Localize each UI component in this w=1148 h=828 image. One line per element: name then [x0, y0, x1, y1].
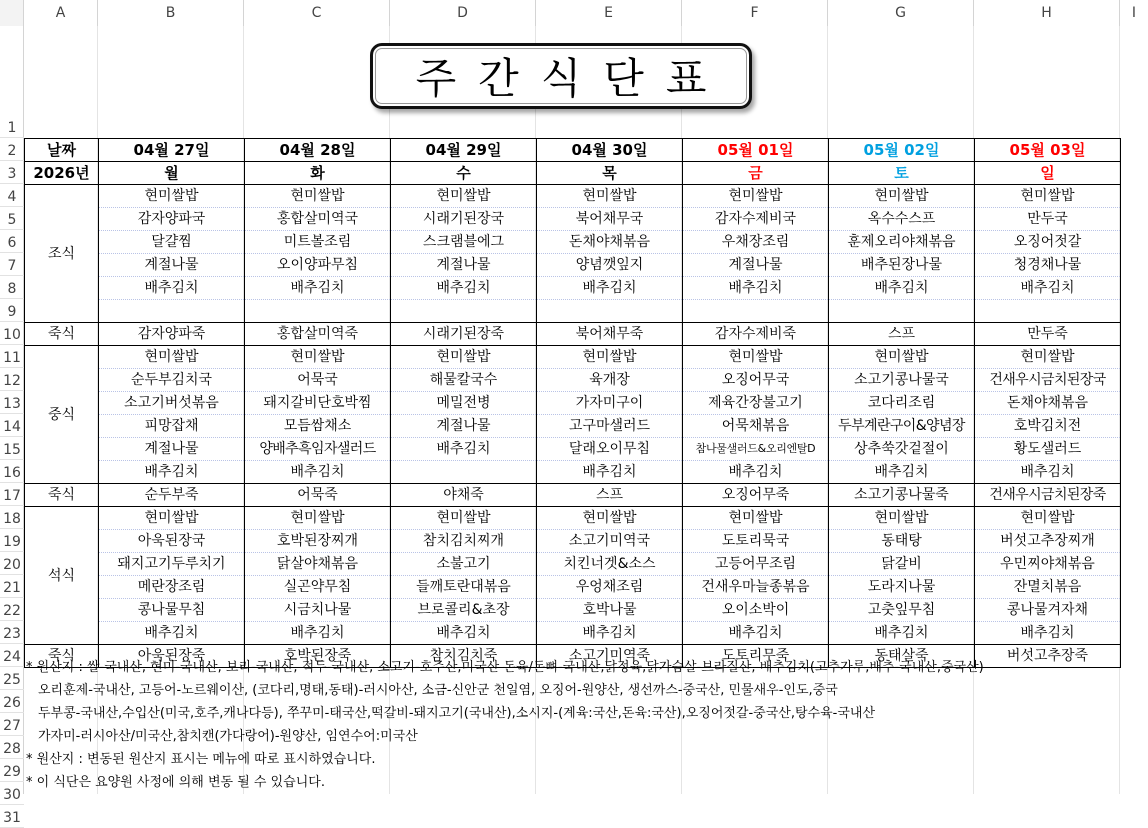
column-header-bar: [0, 0, 1148, 26]
row-header-25[interactable]: 25: [0, 667, 24, 690]
menu-cell[interactable]: 현미쌀밥: [245, 185, 391, 208]
column-header-a[interactable]: A: [24, 0, 98, 26]
menu-row: [25, 576, 1121, 599]
column-header-f[interactable]: F: [682, 0, 828, 26]
menu-cell[interactable]: [391, 300, 537, 323]
menu-cell[interactable]: 현미쌀밥: [245, 507, 391, 530]
origin-note-line-3: 두부콩-국내산,수입산(미국,호주,캐나다등), 쭈꾸미-태국산,떡갈비-돼지고기(국내산),소시지-(계육:국산,돈육:국산),오징어젓갈-중국산,탕수육-국내산: [38, 706, 876, 721]
menu-cell[interactable]: 우엉채조림: [537, 576, 683, 599]
row-header-5[interactable]: 5: [0, 207, 24, 230]
menu-cell[interactable]: 소고기미역국: [537, 530, 683, 553]
porridge-cell[interactable]: 동태살죽: [829, 645, 975, 668]
meal-label[interactable]: 중식: [25, 346, 99, 484]
menu-cell[interactable]: 배추김치: [537, 622, 683, 645]
row-header-bar: [0, 26, 24, 826]
weekday-cell[interactable]: 토: [829, 162, 975, 185]
menu-cell[interactable]: 고춧잎무침: [829, 599, 975, 622]
porridge-row: [25, 323, 1121, 346]
menu-cell[interactable]: 어묵채볶음: [683, 415, 829, 438]
porridge-cell[interactable]: 스프: [537, 484, 683, 507]
menu-cell[interactable]: [829, 300, 975, 323]
menu-cell[interactable]: 계절나물: [99, 254, 245, 277]
porridge-cell[interactable]: 감자양파죽: [99, 323, 245, 346]
menu-cell[interactable]: 현미쌀밥: [391, 346, 537, 369]
menu-cell[interactable]: 콩나물무침: [99, 599, 245, 622]
menu-cell[interactable]: 배추김치: [829, 277, 975, 300]
menu-cell[interactable]: 시래기된장국: [391, 208, 537, 231]
menu-cell[interactable]: 현미쌀밥: [975, 507, 1121, 530]
year-label[interactable]: 2026년: [25, 162, 99, 185]
porridge-cell[interactable]: 홍합살미역죽: [245, 323, 391, 346]
menu-cell[interactable]: 훈제오리야채볶음: [829, 231, 975, 254]
menu-row: [25, 369, 1121, 392]
row-header-21[interactable]: 21: [0, 575, 24, 598]
menu-row: [25, 553, 1121, 576]
menu-cell[interactable]: 들깨토란대볶음: [391, 576, 537, 599]
menu-row: [25, 208, 1121, 231]
menu-cell[interactable]: 만두국: [975, 208, 1121, 231]
date-cell[interactable]: 05월 03일: [975, 139, 1121, 162]
menu-cell[interactable]: [683, 300, 829, 323]
menu-cell[interactable]: [537, 300, 683, 323]
menu-cell[interactable]: 배추김치: [537, 461, 683, 484]
row-header-13[interactable]: 13: [0, 391, 24, 414]
menu-cell[interactable]: [99, 300, 245, 323]
menu-cell[interactable]: 오이소박이: [683, 599, 829, 622]
menu-cell[interactable]: 돈채야채볶음: [975, 392, 1121, 415]
menu-row: [25, 300, 1121, 323]
menu-cell[interactable]: 소고기버섯볶음: [99, 392, 245, 415]
menu-cell[interactable]: 현미쌀밥: [829, 507, 975, 530]
porridge-cell[interactable]: 소고기미역죽: [537, 645, 683, 668]
weekday-cell[interactable]: 수: [391, 162, 537, 185]
menu-cell[interactable]: 현미쌀밥: [829, 346, 975, 369]
column-header-d[interactable]: D: [390, 0, 536, 26]
menu-cell[interactable]: 배추김치: [99, 461, 245, 484]
menu-cell[interactable]: 소불고기: [391, 553, 537, 576]
row-header-28[interactable]: 28: [0, 736, 24, 759]
menu-cell[interactable]: 배추김치: [245, 461, 391, 484]
menu-cell[interactable]: 건새우마늘종볶음: [683, 576, 829, 599]
menu-cell[interactable]: 브로콜리&초장: [391, 599, 537, 622]
weekday-cell[interactable]: 일: [975, 162, 1121, 185]
origin-change-note: * 원산지 : 변동된 원산지 표시는 메뉴에 따로 표시하였습니다.: [26, 752, 376, 767]
page-title: 주간식단표: [415, 54, 729, 103]
menu-cell[interactable]: 현미쌀밥: [683, 346, 829, 369]
menu-row: [25, 438, 1121, 461]
menu-cell[interactable]: 현미쌀밥: [391, 185, 537, 208]
menu-row: [25, 277, 1121, 300]
menu-cell[interactable]: 코다리조림: [829, 392, 975, 415]
porridge-cell[interactable]: 호박된장죽: [245, 645, 391, 668]
column-header-h[interactable]: H: [974, 0, 1120, 26]
menu-cell[interactable]: 배추김치: [391, 438, 537, 461]
menu-cell[interactable]: 감자양파국: [99, 208, 245, 231]
menu-cell[interactable]: 현미쌀밥: [537, 346, 683, 369]
menu-cell[interactable]: 배추김치: [537, 277, 683, 300]
weekday-cell[interactable]: 화: [245, 162, 391, 185]
menu-cell[interactable]: 해물칼국수: [391, 369, 537, 392]
select-all-corner[interactable]: [0, 0, 24, 26]
menu-cell[interactable]: 오이양파무침: [245, 254, 391, 277]
menu-cell[interactable]: 오징어젓갈: [975, 231, 1121, 254]
menu-cell[interactable]: 닭살야채볶음: [245, 553, 391, 576]
menu-row: [25, 415, 1121, 438]
row-header-16[interactable]: 16: [0, 460, 24, 483]
menu-cell[interactable]: 배추김치: [391, 277, 537, 300]
porridge-cell[interactable]: 버섯고추장죽: [975, 645, 1121, 668]
row-header-27[interactable]: 27: [0, 713, 24, 736]
menu-cell[interactable]: 동태탕: [829, 530, 975, 553]
origin-note-line-2: 오리훈제-국내산, 고등어-노르웨이산, (코다리,명태,동태)-러시아산, 소금-신안군 천일염, 오징어-원양산, 생선까스-중국산, 민물새우-인도,중국: [38, 683, 838, 698]
porridge-cell[interactable]: 오징어무죽: [683, 484, 829, 507]
row-header-6[interactable]: 6: [0, 230, 24, 253]
menu-cell[interactable]: 계절나물: [391, 415, 537, 438]
porridge-cell[interactable]: 소고기콩나물죽: [829, 484, 975, 507]
weekday-cell[interactable]: 금: [683, 162, 829, 185]
origin-note-line-4: 가자미-러시아산/미국산,참치캔(가다랑어)-원양산, 임연수어:미국산: [38, 729, 418, 744]
menu-cell[interactable]: 실곤약무침: [245, 576, 391, 599]
menu-cell[interactable]: 소고기콩나물국: [829, 369, 975, 392]
menu-cell[interactable]: 호박김치전: [975, 415, 1121, 438]
menu-cell[interactable]: 배추김치: [829, 622, 975, 645]
menu-cell[interactable]: 피망잡채: [99, 415, 245, 438]
menu-cell[interactable]: 버섯고추장찌개: [975, 530, 1121, 553]
date-row: [25, 139, 1121, 162]
menu-row: [25, 622, 1121, 645]
porridge-cell[interactable]: 시래기된장죽: [391, 323, 537, 346]
menu-row: [25, 530, 1121, 553]
menu-cell[interactable]: 어묵국: [245, 369, 391, 392]
menu-cell[interactable]: 메란장조림: [99, 576, 245, 599]
notes-section: [26, 656, 1146, 794]
menu-cell[interactable]: 계절나물: [99, 438, 245, 461]
row-header-4[interactable]: 4: [0, 184, 24, 207]
row-header-7[interactable]: 7: [0, 253, 24, 276]
menu-cell[interactable]: 배추김치: [683, 622, 829, 645]
row-header-31[interactable]: 31: [0, 805, 24, 828]
menu-cell[interactable]: 도토리묵국: [683, 530, 829, 553]
weekly-menu-table: [24, 138, 1121, 668]
porridge-cell[interactable]: 야채죽: [391, 484, 537, 507]
menu-cell[interactable]: 현미쌀밥: [975, 185, 1121, 208]
porridge-cell[interactable]: 북어채무죽: [537, 323, 683, 346]
porridge-cell[interactable]: 스프: [829, 323, 975, 346]
menu-cell[interactable]: 배추된장나물: [829, 254, 975, 277]
menu-cell[interactable]: 닭갈비: [829, 553, 975, 576]
menu-cell[interactable]: 배추김치: [683, 277, 829, 300]
weekday-cell[interactable]: 목: [537, 162, 683, 185]
column-header-i[interactable]: I: [1120, 0, 1148, 26]
menu-cell[interactable]: 도라지나물: [829, 576, 975, 599]
menu-cell[interactable]: 참치김치찌개: [391, 530, 537, 553]
menu-cell[interactable]: 가자미구이: [537, 392, 683, 415]
menu-cell[interactable]: 잔멸치볶음: [975, 576, 1121, 599]
menu-cell[interactable]: 우민찌야채볶음: [975, 553, 1121, 576]
porridge-cell[interactable]: 순두부죽: [99, 484, 245, 507]
menu-cell[interactable]: 감자수제비국: [683, 208, 829, 231]
menu-cell[interactable]: 배추김치: [99, 622, 245, 645]
menu-cell[interactable]: 시금치나물: [245, 599, 391, 622]
date-cell[interactable]: 05월 01일: [683, 139, 829, 162]
date-cell[interactable]: 04월 28일: [245, 139, 391, 162]
menu-cell[interactable]: 현미쌀밥: [245, 346, 391, 369]
menu-cell[interactable]: 배추김치: [391, 622, 537, 645]
menu-cell[interactable]: 현미쌀밥: [99, 346, 245, 369]
porridge-cell[interactable]: 도토리무죽: [683, 645, 829, 668]
row-header-24[interactable]: 24: [0, 644, 24, 667]
menu-cell[interactable]: 오징어무국: [683, 369, 829, 392]
menu-cell[interactable]: [245, 300, 391, 323]
menu-cell[interactable]: 배추김치: [245, 277, 391, 300]
menu-cell[interactable]: 스크램블에그: [391, 231, 537, 254]
origin-note-line-1: * 원산지 : 쌀-국내산, 현미-국내산, 보리-국내산, 적두-국내산, 소고기-호주산,미국산 돈육/돈뼈-국내산,닭정육,닭가슴살-브라질산, 배추김치(고추가루,배추-국내산,중국산): [26, 660, 984, 675]
menu-row: [25, 185, 1121, 208]
menu-cell[interactable]: 북어채무국: [537, 208, 683, 231]
menu-cell[interactable]: 현미쌀밥: [99, 507, 245, 530]
row-header-11[interactable]: 11: [0, 345, 24, 368]
menu-cell[interactable]: 현미쌀밥: [829, 185, 975, 208]
porridge-label[interactable]: 죽식: [25, 323, 99, 346]
menu-cell[interactable]: 양념깻잎지: [537, 254, 683, 277]
menu-cell[interactable]: [975, 300, 1121, 323]
menu-cell[interactable]: 육개장: [537, 369, 683, 392]
menu-cell[interactable]: 양배추흑임자샐러드: [245, 438, 391, 461]
menu-row: [25, 346, 1121, 369]
row-header-12[interactable]: 12: [0, 368, 24, 391]
row-header-1[interactable]: 1: [0, 26, 24, 138]
menu-cell[interactable]: 치킨너겟&소스: [537, 553, 683, 576]
menu-cell[interactable]: 건새우시금치된장국: [975, 369, 1121, 392]
row-header-18[interactable]: 18: [0, 506, 24, 529]
menu-cell[interactable]: 현미쌀밥: [537, 185, 683, 208]
menu-cell[interactable]: 배추김치: [975, 277, 1121, 300]
menu-cell[interactable]: 돼지고기두루치기: [99, 553, 245, 576]
menu-cell[interactable]: 고구마샐러드: [537, 415, 683, 438]
row-header-8[interactable]: 8: [0, 276, 24, 299]
menu-change-note: * 이 식단은 요양원 사정에 의해 변동 될 수 있습니다.: [26, 775, 325, 790]
menu-row: [25, 392, 1121, 415]
menu-cell[interactable]: 홍합살미역국: [245, 208, 391, 231]
porridge-cell[interactable]: 건새우시금치된장죽: [975, 484, 1121, 507]
weekday-row: [25, 162, 1121, 185]
menu-cell[interactable]: 콩나물겨자채: [975, 599, 1121, 622]
menu-row: [25, 461, 1121, 484]
row-header-14[interactable]: 14: [0, 414, 24, 437]
column-header-b[interactable]: B: [98, 0, 244, 26]
porridge-label[interactable]: 죽식: [25, 645, 99, 668]
menu-cell[interactable]: 현미쌀밥: [99, 185, 245, 208]
menu-cell[interactable]: 청경채나물: [975, 254, 1121, 277]
menu-cell[interactable]: 배추김치: [975, 622, 1121, 645]
menu-cell[interactable]: 배추김치: [975, 461, 1121, 484]
row-header-20[interactable]: 20: [0, 552, 24, 575]
menu-cell[interactable]: 현미쌀밥: [683, 507, 829, 530]
date-cell[interactable]: 05월 02일: [829, 139, 975, 162]
menu-cell[interactable]: 배추김치: [99, 277, 245, 300]
menu-cell[interactable]: 상추쑥갓겉절이: [829, 438, 975, 461]
row-header-17[interactable]: 17: [0, 483, 24, 506]
menu-cell[interactable]: 고등어무조림: [683, 553, 829, 576]
column-header-g[interactable]: G: [828, 0, 974, 26]
date-label[interactable]: 날짜: [25, 139, 99, 162]
menu-cell[interactable]: 제육간장불고기: [683, 392, 829, 415]
menu-cell[interactable]: 돼지갈비단호박찜: [245, 392, 391, 415]
row-header-19[interactable]: 19: [0, 529, 24, 552]
row-header-22[interactable]: 22: [0, 598, 24, 621]
menu-cell[interactable]: 배추김치: [829, 461, 975, 484]
menu-cell[interactable]: 달걀찜: [99, 231, 245, 254]
menu-row: [25, 231, 1121, 254]
title-box: [370, 43, 752, 109]
menu-row: [25, 599, 1121, 622]
porridge-cell[interactable]: 아욱된장죽: [99, 645, 245, 668]
date-cell[interactable]: 04월 30일: [537, 139, 683, 162]
porridge-row: [25, 484, 1121, 507]
menu-row: [25, 507, 1121, 530]
date-cell[interactable]: 04월 29일: [391, 139, 537, 162]
menu-cell[interactable]: 배추김치: [683, 461, 829, 484]
meal-label[interactable]: 석식: [25, 507, 99, 645]
porridge-cell[interactable]: 참치김치죽: [391, 645, 537, 668]
menu-cell[interactable]: 아욱된장국: [99, 530, 245, 553]
menu-cell[interactable]: 순두부김치국: [99, 369, 245, 392]
menu-cell[interactable]: 현미쌀밥: [975, 346, 1121, 369]
porridge-label[interactable]: 죽식: [25, 484, 99, 507]
menu-cell[interactable]: 메밀전병: [391, 392, 537, 415]
menu-cell[interactable]: 옥수수스프: [829, 208, 975, 231]
menu-cell[interactable]: 계절나물: [391, 254, 537, 277]
menu-cell[interactable]: 미트볼조림: [245, 231, 391, 254]
menu-cell[interactable]: 현미쌀밥: [391, 507, 537, 530]
row-header-15[interactable]: 15: [0, 437, 24, 460]
menu-cell[interactable]: 계절나물: [683, 254, 829, 277]
row-header-3[interactable]: 3: [0, 161, 24, 184]
menu-cell[interactable]: 돈채야채볶음: [537, 231, 683, 254]
menu-cell[interactable]: 현미쌀밥: [537, 507, 683, 530]
column-header-e[interactable]: E: [536, 0, 682, 26]
date-cell[interactable]: 04월 27일: [99, 139, 245, 162]
menu-cell[interactable]: 현미쌀밥: [683, 185, 829, 208]
weekday-cell[interactable]: 월: [99, 162, 245, 185]
menu-cell[interactable]: 황도샐러드: [975, 438, 1121, 461]
porridge-cell[interactable]: 어묵죽: [245, 484, 391, 507]
menu-cell[interactable]: 참나물샐러드&오리엔탈D: [683, 438, 829, 461]
row-header-26[interactable]: 26: [0, 690, 24, 713]
menu-cell[interactable]: 호박나물: [537, 599, 683, 622]
menu-row: [25, 254, 1121, 277]
row-header-23[interactable]: 23: [0, 621, 24, 644]
menu-cell[interactable]: 호박된장찌개: [245, 530, 391, 553]
row-header-29[interactable]: 29: [0, 759, 24, 782]
row-header-10[interactable]: 10: [0, 322, 24, 345]
row-header-9[interactable]: 9: [0, 299, 24, 322]
menu-cell[interactable]: 우채장조림: [683, 231, 829, 254]
menu-cell[interactable]: [391, 461, 537, 484]
menu-cell[interactable]: 모듬쌈채소: [245, 415, 391, 438]
menu-cell[interactable]: 달래오이무침: [537, 438, 683, 461]
menu-cell[interactable]: 두부계란구이&양념장: [829, 415, 975, 438]
porridge-cell[interactable]: 만두죽: [975, 323, 1121, 346]
row-header-2[interactable]: 2: [0, 138, 24, 161]
meal-label[interactable]: 조식: [25, 185, 99, 323]
porridge-cell[interactable]: 감자수제비죽: [683, 323, 829, 346]
menu-cell[interactable]: 배추김치: [245, 622, 391, 645]
row-header-30[interactable]: 30: [0, 782, 24, 805]
column-header-c[interactable]: C: [244, 0, 390, 26]
